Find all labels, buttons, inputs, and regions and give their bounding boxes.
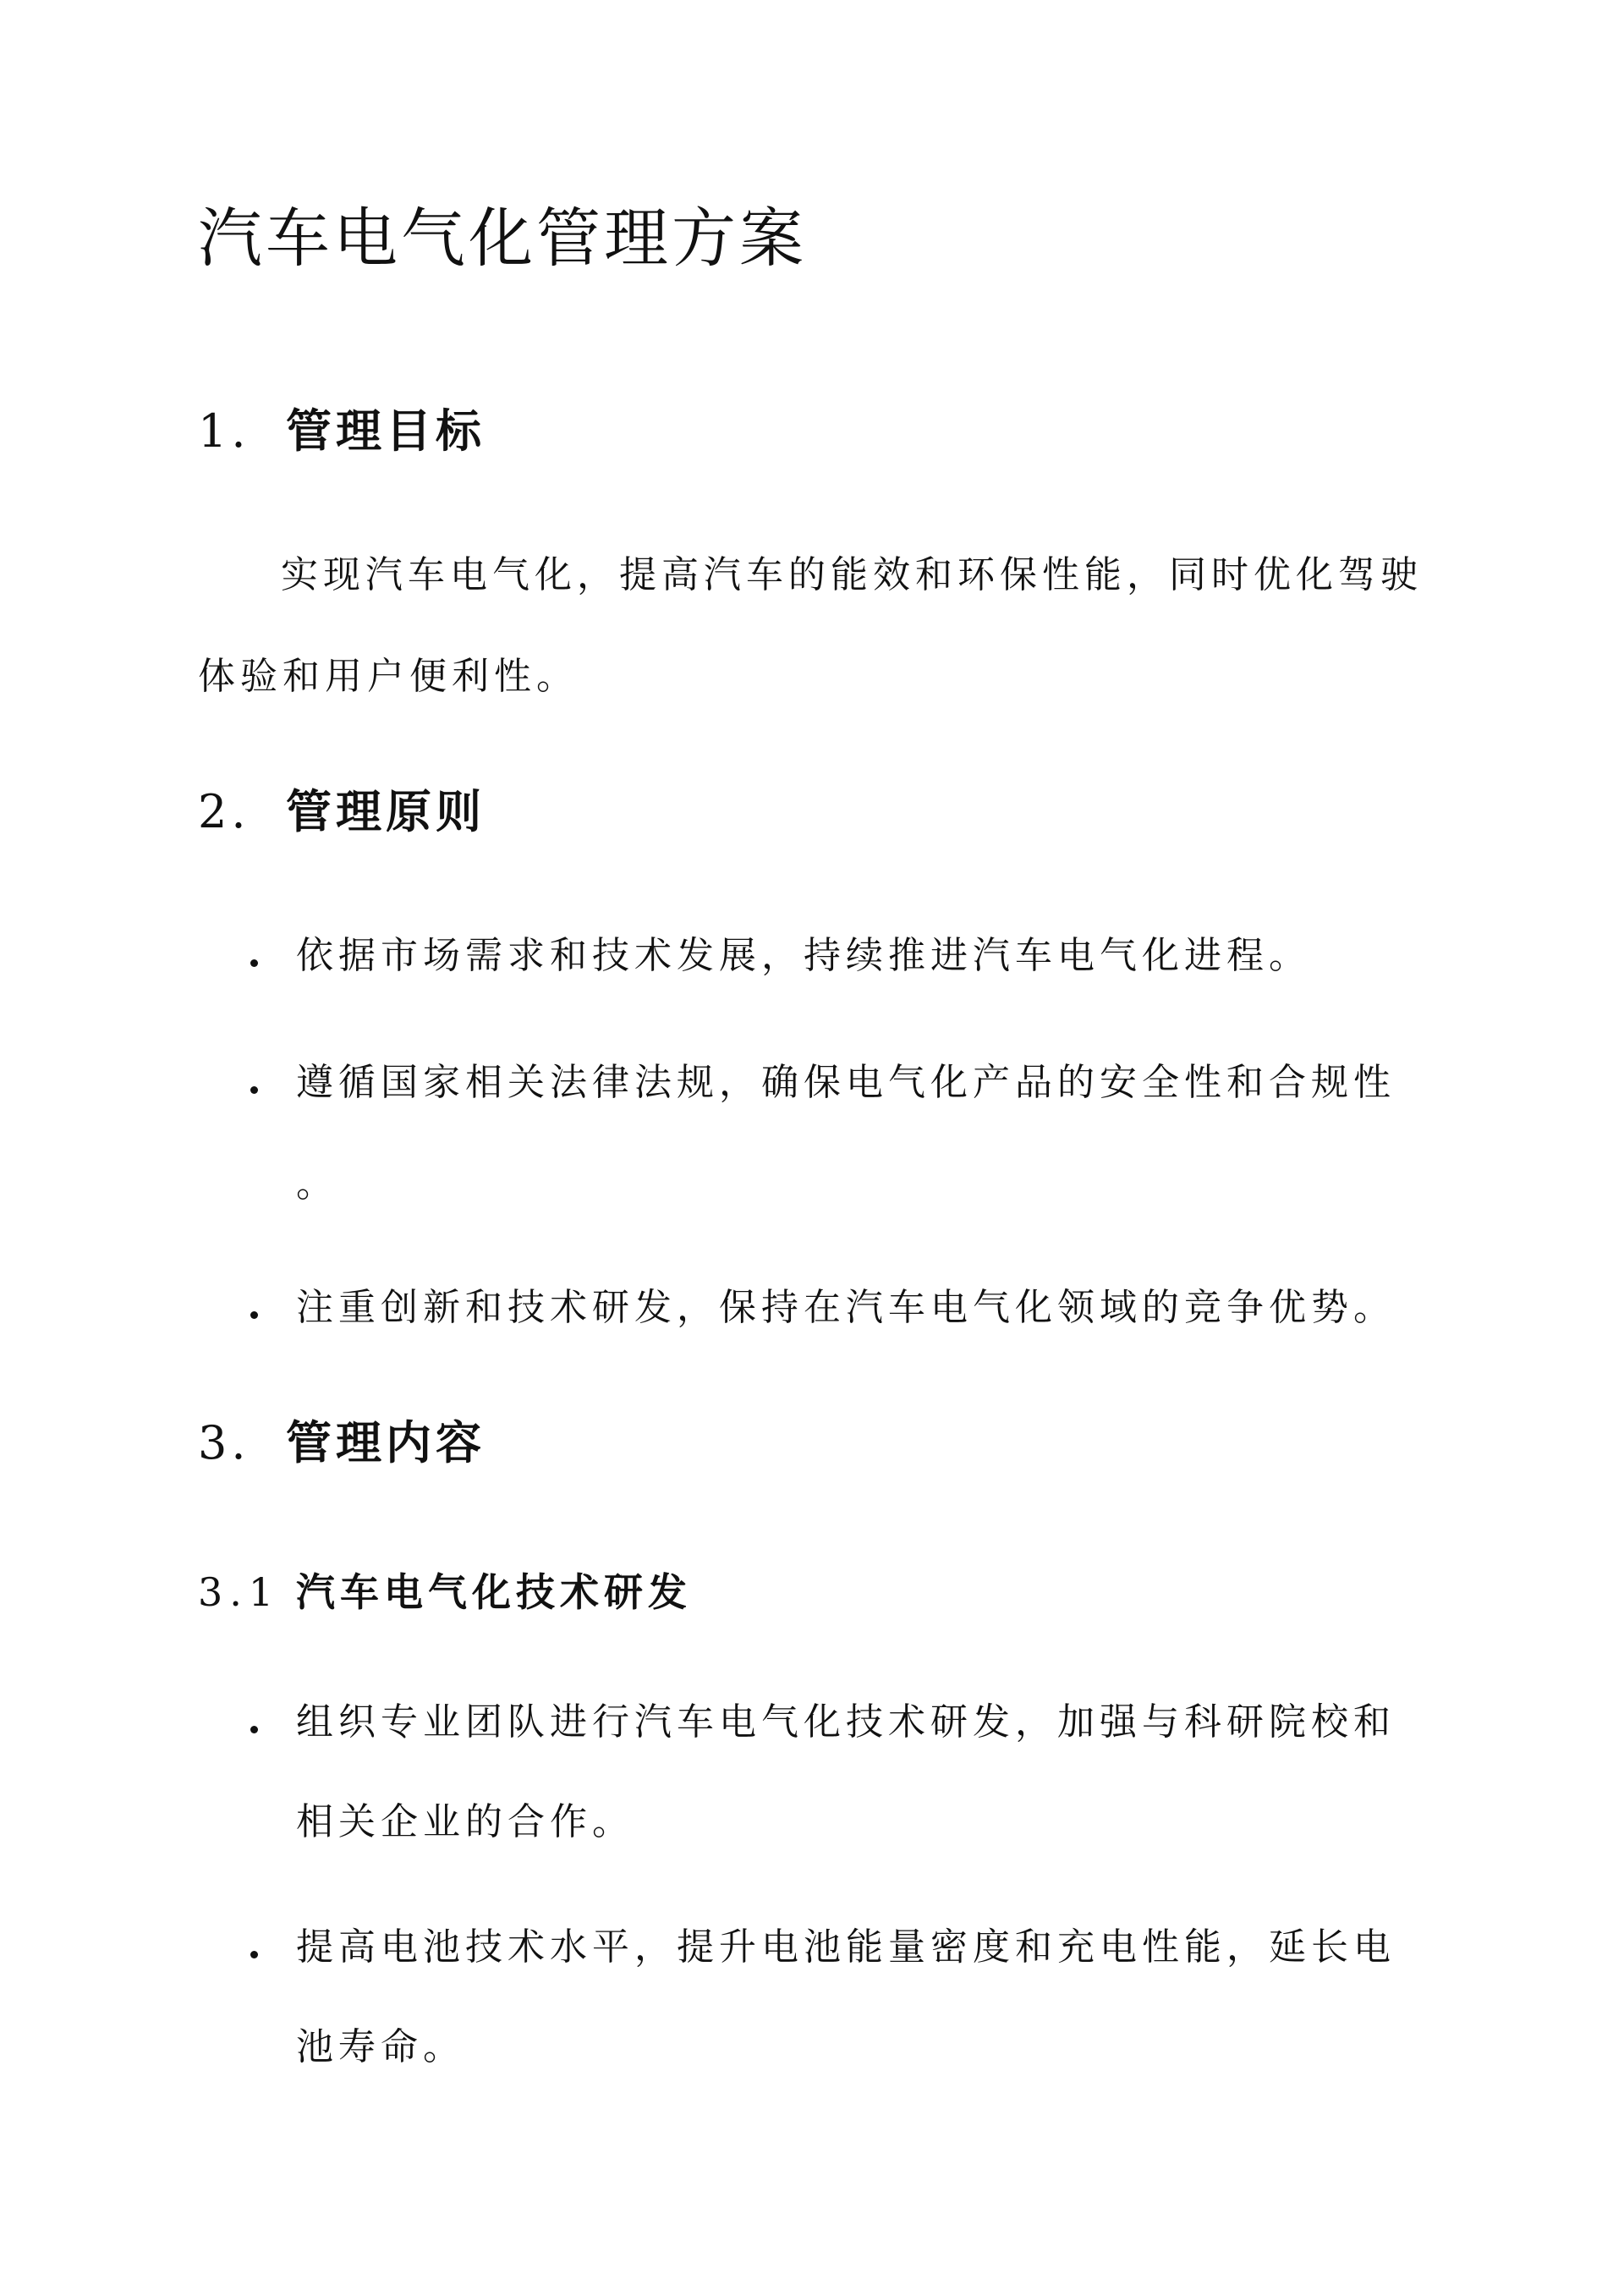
bullet-icon: [250, 1311, 258, 1319]
subsection-title: 汽车电气化技术研发: [296, 1569, 692, 1615]
list-item: 遵循国家相关法律法规，确保电气化产品的安全性和合规性: [296, 1061, 1396, 1104]
list-item-continuation: 池寿命。: [296, 2025, 465, 2068]
paragraph-line: 实现汽车电气化，提高汽车的能效和环保性能，同时优化驾驶: [281, 553, 1423, 596]
section-heading: [198, 782, 486, 842]
list-item: 依据市场需求和技术发展，持续推进汽车电气化进程。: [296, 934, 1311, 977]
list-item-continuation: 。: [296, 1162, 338, 1206]
section-title: 管理目标: [286, 404, 486, 458]
section-heading: [198, 401, 486, 461]
subsection-number: 3.1: [198, 1569, 281, 1615]
section-title: 管理内容: [286, 1415, 486, 1469]
bullet-icon: [250, 1726, 258, 1733]
list-item: 注重创新和技术研发，保持在汽车电气化领域的竞争优势。: [296, 1286, 1396, 1329]
paragraph-line: 体验和用户便利性。: [198, 655, 579, 698]
bullet-icon: [250, 1951, 258, 1958]
bullet-icon: [250, 1086, 258, 1094]
document-title: 汽车电气化管理方案: [198, 200, 807, 276]
section-number: 2.: [198, 785, 250, 838]
section-title: 管理原则: [286, 784, 486, 838]
section-heading: [198, 1413, 486, 1473]
list-item: 提高电池技术水平，提升电池能量密度和充电性能，延长电: [296, 1925, 1396, 1969]
section-number: 3.: [198, 1416, 250, 1469]
bullet-icon: [250, 959, 258, 967]
subsection-heading: [198, 1567, 692, 1618]
section-number: 1.: [198, 404, 250, 458]
list-item: 组织专业团队进行汽车电气化技术研发，加强与科研院校和: [296, 1700, 1396, 1744]
list-item-continuation: 相关企业的合作。: [296, 1800, 634, 1843]
